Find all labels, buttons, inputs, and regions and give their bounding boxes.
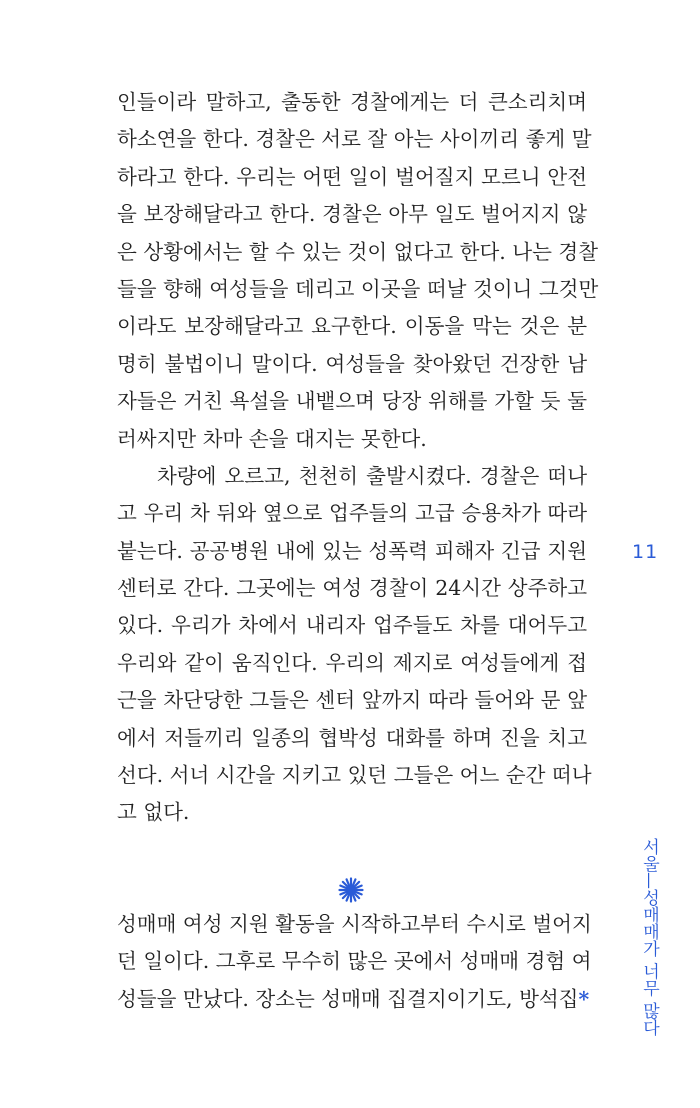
starburst-icon (338, 877, 364, 903)
footnote-marker: * (578, 986, 590, 1011)
text-line: 고 우리 차 뒤와 옆으로 업주들의 고급 승용차가 따라 (117, 501, 587, 526)
text-line: 명히 불법이니 말이다. 여성들을 찾아왔던 건장한 남 (117, 351, 587, 376)
text-line-content: 성들을 만났다. 장소는 성매매 집결지이기도, 방석집 (117, 986, 579, 1011)
text-line: 있다. 우리가 차에서 내리자 업주들도 차를 대어두고 (117, 613, 587, 638)
page-number: 11 (632, 541, 659, 563)
text-line: 을 보장해달라고 한다. 경찰은 아무 일도 벌어지지 않 (117, 202, 587, 227)
text-line: 던 일이다. 그후로 무수히 많은 곳에서 성매매 경험 여 (117, 949, 592, 974)
text-line: 우리와 같이 움직인다. 우리의 제지로 여성들에게 접 (117, 650, 587, 675)
text-line: 붙는다. 공공병원 내에 있는 성폭력 피해자 긴급 지원 (117, 538, 587, 563)
body-text-block-1 (117, 84, 599, 832)
text-line: 센터로 간다. 그곳에는 여성 경찰이 24시간 상주하고 (117, 576, 587, 601)
text-line: 성매매 여성 지원 활동을 시작하고부터 수시로 벌어지 (117, 912, 592, 936)
text-line: 에서 저들끼리 일종의 협박성 대화를 하며 진을 치고 (117, 725, 587, 750)
text-line: 차량에 오르고, 천천히 출발시켰다. 경찰은 떠나 (157, 463, 587, 488)
text-line: 은 상황에서는 할 수 있는 것이 없다고 한다. 나는 경찰 (117, 239, 599, 264)
text-line: 고 없다. (117, 800, 190, 825)
text-line: 들을 향해 여성들을 데리고 이곳을 떠날 것이니 그것만 (117, 276, 599, 301)
text-line: 하라고 한다. 우리는 어떤 일이 벌어질지 모르니 안전 (117, 164, 587, 189)
text-line: 자들은 거친 욕설을 내뱉으며 당장 위해를 가할 듯 둘 (117, 389, 587, 414)
text-line: 이라도 보장해달라고 요구한다. 이동을 막는 것은 분 (117, 314, 587, 339)
text-line: 러싸지만 차마 손을 대지는 못한다. (117, 426, 427, 451)
text-line: 근을 차단당한 그들은 센터 앞까지 따라 들어와 문 앞 (117, 688, 587, 713)
text-line: 인들이라 말하고, 출동한 경찰에게는 더 큰소리치며 (117, 90, 587, 114)
text-line: 선다. 서너 시간을 지키고 있던 그들은 어느 순간 떠나 (117, 763, 592, 788)
body-text-block-2 (117, 906, 592, 1018)
text-line: 하소연을 한다. 경찰은 서로 잘 아는 사이끼리 좋게 말 (117, 127, 592, 152)
text-line (117, 981, 590, 1018)
running-title: 서울—성매매가 너무 많다 (639, 838, 659, 1036)
